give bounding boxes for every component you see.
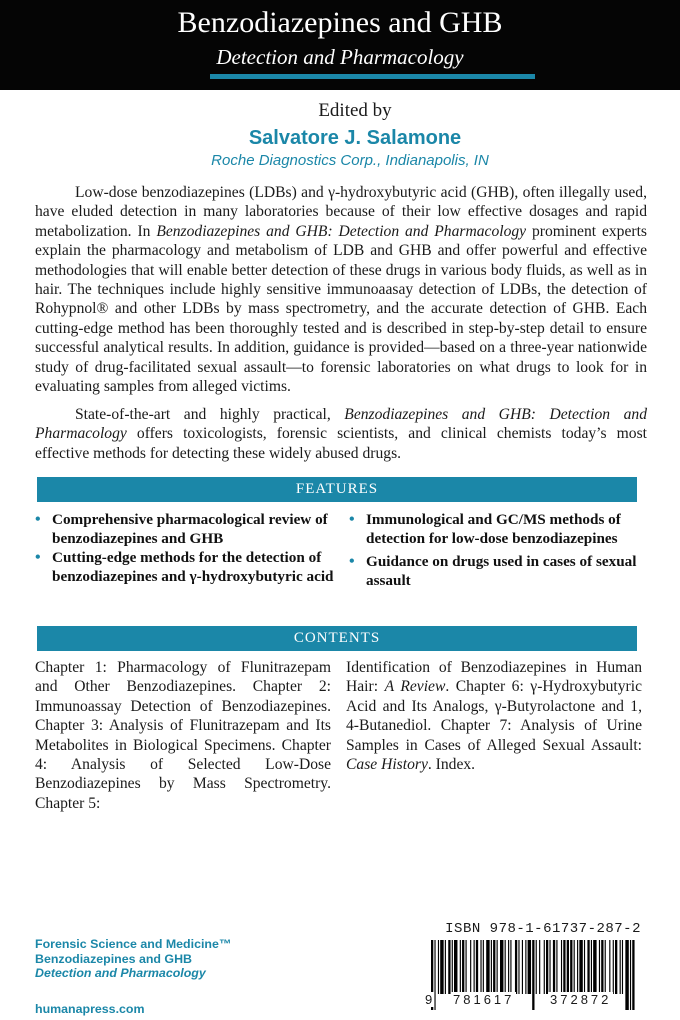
book-title: Benzodiazepines and GHB	[177, 6, 503, 39]
barcode-bar	[508, 940, 509, 994]
barcode-bar	[561, 940, 562, 994]
barcode-bar	[510, 940, 511, 994]
feature-text: Immunological and GC/MS methods of detection for low-dose benzodiazepines	[366, 511, 621, 547]
barcode-bar	[587, 940, 589, 994]
contents-italic: Case History	[346, 756, 428, 774]
barcode-bar	[579, 940, 582, 994]
barcode-bar	[476, 940, 478, 994]
cover-header	[0, 0, 680, 90]
feature-text: Guidance on drugs used in cases of sexual assault	[366, 553, 637, 589]
blurb-text: State-of-the-art and highly practical,	[75, 406, 345, 423]
barcode-bar	[536, 940, 537, 994]
feature-item	[35, 549, 342, 586]
barcode-bar	[601, 940, 603, 994]
barcode-bar	[553, 940, 555, 994]
blurb-text: offers toxicologists, forensic scientists, and clinical chemists today’s most effective methods for detecting these widely abused drugs.	[35, 425, 647, 462]
barcode-bar	[470, 940, 471, 994]
barcode-bar	[609, 940, 610, 994]
edited-by-label: Edited by	[318, 100, 392, 121]
barcode-bar	[593, 940, 596, 994]
barcode-bar	[440, 940, 443, 994]
blurb-book-title: Benzodiazepines and GHB: Detection and Pharmacology	[156, 222, 527, 240]
barcode-digit-first: 9	[425, 992, 433, 1007]
series-book-title: Benzodiazepines and GHB	[35, 951, 192, 966]
barcode-bar	[448, 940, 450, 994]
barcode-bar	[445, 940, 446, 994]
feature-item	[349, 511, 646, 548]
barcode-bar	[546, 940, 548, 994]
contents-text: Identification of Benzodiazepines in Human Hair:	[346, 659, 642, 696]
barcode-bar	[525, 940, 526, 994]
barcode-bar	[605, 940, 606, 994]
barcode-bar	[567, 940, 569, 994]
barcode-digit-group-1: 781617	[453, 992, 515, 1007]
barcode-bar	[556, 940, 557, 994]
blurb-book-title: Benzodiazepines and GHB: Detection and Pharmacology	[35, 406, 647, 443]
barcode-bar	[584, 940, 585, 994]
feature-text: Comprehensive pharmacological review of benzodiazepines and GHB	[52, 511, 328, 547]
contents-heading: CONTENTS	[37, 626, 637, 651]
series-info	[35, 937, 231, 981]
barcode-bar	[491, 940, 492, 994]
barcode-bar	[549, 940, 550, 994]
barcode-bar	[462, 940, 464, 994]
editor-name: Salvatore J. Salamone	[248, 127, 462, 149]
barcode-bar	[570, 940, 572, 994]
blurb-paragraph-2	[35, 405, 647, 463]
barcode-bar	[438, 940, 439, 994]
contents-italic: A Review	[384, 678, 446, 696]
barcode-bar	[544, 940, 545, 994]
publisher-url: humanapress.com	[35, 1002, 145, 1016]
barcode-bar	[522, 940, 523, 994]
feature-text: Cutting-edge methods for the detection of benzodiazepines and γ-hydroxybutyric acid	[52, 549, 334, 585]
barcode-bar	[497, 940, 498, 994]
barcode-bar	[460, 940, 461, 994]
barcode-bar	[539, 940, 540, 994]
blurb-text: prominent experts explain the pharmacology and metabolism of LDB and GHB and offer powerful and effective methodologies that will enable better detection of these drugs in various body fluids, as well as in hair. The techniques include highly sensitive immunoaasay detection of LDBs, the detection of Rohypnol® and other LDBs by mass spectrometry, and the accurate detection of GHB. Each cutting-edge method has been thoroughly tested and is described in step-by-step detail to ensure successful analytical results. In addition, guidance is provided—based on a three-year nationwide study of drug-facilitated sexual assault—to forensic laboratories on what drugs to look for in evaluating samples from alleged victims.	[35, 222, 647, 396]
barcode-bar	[493, 940, 495, 994]
barcode-bar	[599, 940, 600, 994]
barcode-bar	[466, 940, 467, 994]
isbn-label: ISBN 978-1-61737-287-2	[445, 921, 641, 937]
header-accent-rule	[210, 74, 535, 79]
barcode-bar	[505, 940, 506, 994]
blurb-paragraph-1	[35, 183, 647, 396]
bullet-icon: •	[349, 553, 355, 570]
barcode-bar	[454, 940, 457, 994]
contents-column-right	[346, 658, 642, 774]
barcode-bar	[483, 940, 484, 994]
barcode-bar	[515, 940, 517, 994]
contents-text: . Chapter 6: γ-Hydroxybutyric Acid and Its Analogs, γ-Butyrolactone and 1, 4-Butanediol. Chapter 7: Analysis of Urine Samples in Cases of Alleged Sexual Assault:	[346, 678, 642, 754]
editor-affiliation: Roche Diagnostics Corp., Indianapolis, IN	[211, 152, 489, 169]
bullet-icon: •	[349, 511, 355, 528]
barcode-bar	[577, 940, 578, 994]
barcode-bar	[480, 940, 481, 994]
book-subtitle: Detection and Pharmacology	[216, 45, 464, 69]
barcode-digit-group-2: 372872	[550, 992, 612, 1007]
bullet-icon: •	[35, 511, 41, 528]
blurb-text: Low-dose benzodiazepines (LDBs) and γ-hydroxybutyric acid (GHB), often illegally used, have eluded detection in many laboratories because of their low effective dosages and rapid metabolization. In	[35, 184, 647, 240]
barcode-bar	[615, 940, 617, 994]
barcode-bar	[518, 940, 519, 994]
barcode-bar	[622, 940, 623, 994]
barcode-bar	[574, 940, 575, 994]
barcode-bar	[620, 940, 621, 994]
barcode-bar	[591, 940, 592, 994]
barcode-bar	[500, 940, 503, 994]
bullet-icon: •	[35, 549, 41, 566]
feature-item	[349, 553, 646, 590]
series-name: Forensic Science and Medicine™	[35, 937, 232, 951]
contents-column-left: Chapter 1: Pharmacology of Flunitrazepam and Other Benzodiazepines. Chapter 2: Immunoassay Detection of Benzodiazepines. Chapter 3: Analysis of Flunitrazepam and Its Metabolites in Biological Specimens. Chapter 4: Analysis of Selected Low-Dose Benzodiazepines by Mass Spectrometry. Chapter 5:	[35, 659, 331, 812]
barcode-bar	[563, 940, 565, 994]
barcode-digits	[425, 992, 640, 1010]
barcode-bar	[613, 940, 614, 994]
barcode-bar	[474, 940, 475, 994]
barcode-bar	[452, 940, 453, 994]
series-book-subtitle: Detection and Pharmacology	[35, 966, 206, 980]
barcode-bar	[528, 940, 531, 994]
features-heading: FEATURES	[37, 477, 637, 502]
contents-text: . Index.	[427, 756, 476, 774]
feature-item	[35, 511, 342, 548]
barcode-bar	[486, 940, 489, 994]
